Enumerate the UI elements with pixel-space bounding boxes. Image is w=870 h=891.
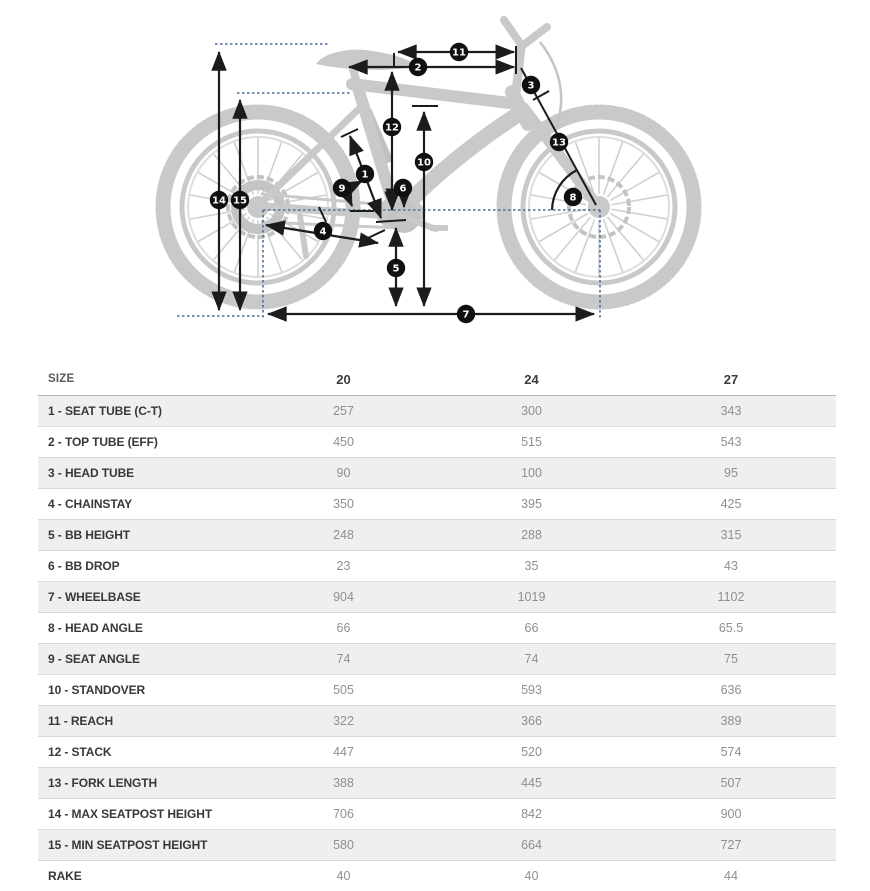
column-header-27: 27 xyxy=(626,363,836,396)
spec-value: 388 xyxy=(250,768,437,799)
spec-label: 5 - BB HEIGHT xyxy=(38,520,250,551)
handlebar-right xyxy=(522,27,547,46)
table-row xyxy=(38,396,836,427)
spec-value: 66 xyxy=(437,613,626,644)
badge-2 xyxy=(409,58,427,76)
spec-value: 350 xyxy=(250,489,437,520)
spec-value: 95 xyxy=(626,458,836,489)
spec-value: 75 xyxy=(626,644,836,675)
svg-text:2: 2 xyxy=(415,63,422,74)
bike-geometry-diagram xyxy=(0,0,870,352)
spec-value: 40 xyxy=(437,861,626,891)
handlebar-left xyxy=(504,20,522,46)
badge-1 xyxy=(356,165,374,183)
badge-5 xyxy=(387,259,405,277)
spec-value: 40 xyxy=(250,861,437,891)
spec-label: 11 - REACH xyxy=(38,706,250,737)
table-row xyxy=(38,613,836,644)
svg-text:1: 1 xyxy=(362,170,369,181)
spec-value: 23 xyxy=(250,551,437,582)
spec-value: 65.5 xyxy=(626,613,836,644)
spec-value: 343 xyxy=(626,396,836,427)
spec-value: 447 xyxy=(250,737,437,768)
badge-15 xyxy=(231,191,249,209)
table-row xyxy=(38,427,836,458)
svg-text:3: 3 xyxy=(528,81,535,92)
tick-seat-tube-top xyxy=(341,129,358,137)
spec-label: 8 - HEAD ANGLE xyxy=(38,613,250,644)
size-header: SIZE xyxy=(38,363,250,396)
svg-text:8: 8 xyxy=(570,193,577,204)
table-row xyxy=(38,458,836,489)
badge-7 xyxy=(457,305,475,323)
svg-text:4: 4 xyxy=(320,227,327,238)
spec-value: 520 xyxy=(437,737,626,768)
spec-value: 35 xyxy=(437,551,626,582)
spec-value: 322 xyxy=(250,706,437,737)
table-row xyxy=(38,830,836,861)
tick-seat-tube-bottom xyxy=(368,230,385,238)
svg-text:5: 5 xyxy=(393,264,400,275)
spec-value: 43 xyxy=(626,551,836,582)
badge-14 xyxy=(210,191,228,209)
svg-text:12: 12 xyxy=(385,123,399,134)
svg-text:6: 6 xyxy=(400,184,407,195)
table-row xyxy=(38,737,836,768)
spec-value: 288 xyxy=(437,520,626,551)
spec-value: 450 xyxy=(250,427,437,458)
spec-label: 9 - SEAT ANGLE xyxy=(38,644,250,675)
spec-label: 1 - SEAT TUBE (C-T) xyxy=(38,396,250,427)
spec-value: 445 xyxy=(437,768,626,799)
spec-value: 389 xyxy=(626,706,836,737)
svg-text:11: 11 xyxy=(452,48,466,59)
svg-text:9: 9 xyxy=(339,184,346,195)
spec-value: 706 xyxy=(250,799,437,830)
badge-10 xyxy=(415,153,433,171)
spec-value: 257 xyxy=(250,396,437,427)
svg-text:10: 10 xyxy=(417,158,431,169)
geometry-svg xyxy=(0,0,870,352)
spec-value: 90 xyxy=(250,458,437,489)
rear-derailleur xyxy=(300,216,306,256)
spec-label: 7 - WHEELBASE xyxy=(38,582,250,613)
spec-value: 507 xyxy=(626,768,836,799)
spec-value: 300 xyxy=(437,396,626,427)
svg-text:7: 7 xyxy=(463,310,470,321)
spec-value: 664 xyxy=(437,830,626,861)
spec-value: 366 xyxy=(437,706,626,737)
spec-value: 315 xyxy=(626,520,836,551)
table-row xyxy=(38,675,836,706)
spec-label: 15 - MIN SEATPOST HEIGHT xyxy=(38,830,250,861)
table-row xyxy=(38,706,836,737)
table-row xyxy=(38,861,836,891)
badge-9 xyxy=(333,179,351,197)
spec-value: 66 xyxy=(250,613,437,644)
spec-value: 1019 xyxy=(437,582,626,613)
badge-12 xyxy=(383,118,401,136)
badge-6 xyxy=(394,179,412,197)
spec-label: 14 - MAX SEATPOST HEIGHT xyxy=(38,799,250,830)
table-row xyxy=(38,582,836,613)
spec-value: 904 xyxy=(250,582,437,613)
badge-13 xyxy=(550,133,568,151)
spec-value: 248 xyxy=(250,520,437,551)
spec-label: 6 - BB DROP xyxy=(38,551,250,582)
table-row xyxy=(38,551,836,582)
spec-value: 74 xyxy=(437,644,626,675)
spec-value: 1102 xyxy=(626,582,836,613)
spec-value: 727 xyxy=(626,830,836,861)
svg-text:14: 14 xyxy=(212,196,226,207)
column-header-24: 24 xyxy=(437,363,626,396)
table-row xyxy=(38,768,836,799)
table-row xyxy=(38,644,836,675)
table-row xyxy=(38,799,836,830)
badge-11 xyxy=(450,43,468,61)
spec-value: 636 xyxy=(626,675,836,706)
table-row xyxy=(38,489,836,520)
spec-value: 74 xyxy=(250,644,437,675)
spec-label: 3 - HEAD TUBE xyxy=(38,458,250,489)
pedal xyxy=(430,225,448,231)
spec-value: 505 xyxy=(250,675,437,706)
spec-value: 593 xyxy=(437,675,626,706)
spec-label: 10 - STANDOVER xyxy=(38,675,250,706)
spec-value: 580 xyxy=(250,830,437,861)
spec-value: 395 xyxy=(437,489,626,520)
spec-value: 515 xyxy=(437,427,626,458)
svg-text:13: 13 xyxy=(552,138,566,149)
spec-label: 4 - CHAINSTAY xyxy=(38,489,250,520)
spec-value: 44 xyxy=(626,861,836,891)
badge-3 xyxy=(522,76,540,94)
svg-text:15: 15 xyxy=(233,196,247,207)
table-row xyxy=(38,520,836,551)
table-header-row xyxy=(38,363,836,396)
spec-label: 13 - FORK LENGTH xyxy=(38,768,250,799)
column-header-20: 20 xyxy=(250,363,437,396)
spec-value: 900 xyxy=(626,799,836,830)
spec-label: 2 - TOP TUBE (EFF) xyxy=(38,427,250,458)
badge-8 xyxy=(564,188,582,206)
spec-value: 842 xyxy=(437,799,626,830)
spec-value: 100 xyxy=(437,458,626,489)
spec-value: 543 xyxy=(626,427,836,458)
spec-label: RAKE xyxy=(38,861,250,891)
spec-value: 425 xyxy=(626,489,836,520)
top-tube-shape xyxy=(352,84,518,104)
spec-value: 574 xyxy=(626,737,836,768)
badge-4 xyxy=(314,222,332,240)
spec-label: 12 - STACK xyxy=(38,737,250,768)
geometry-table xyxy=(38,363,836,891)
